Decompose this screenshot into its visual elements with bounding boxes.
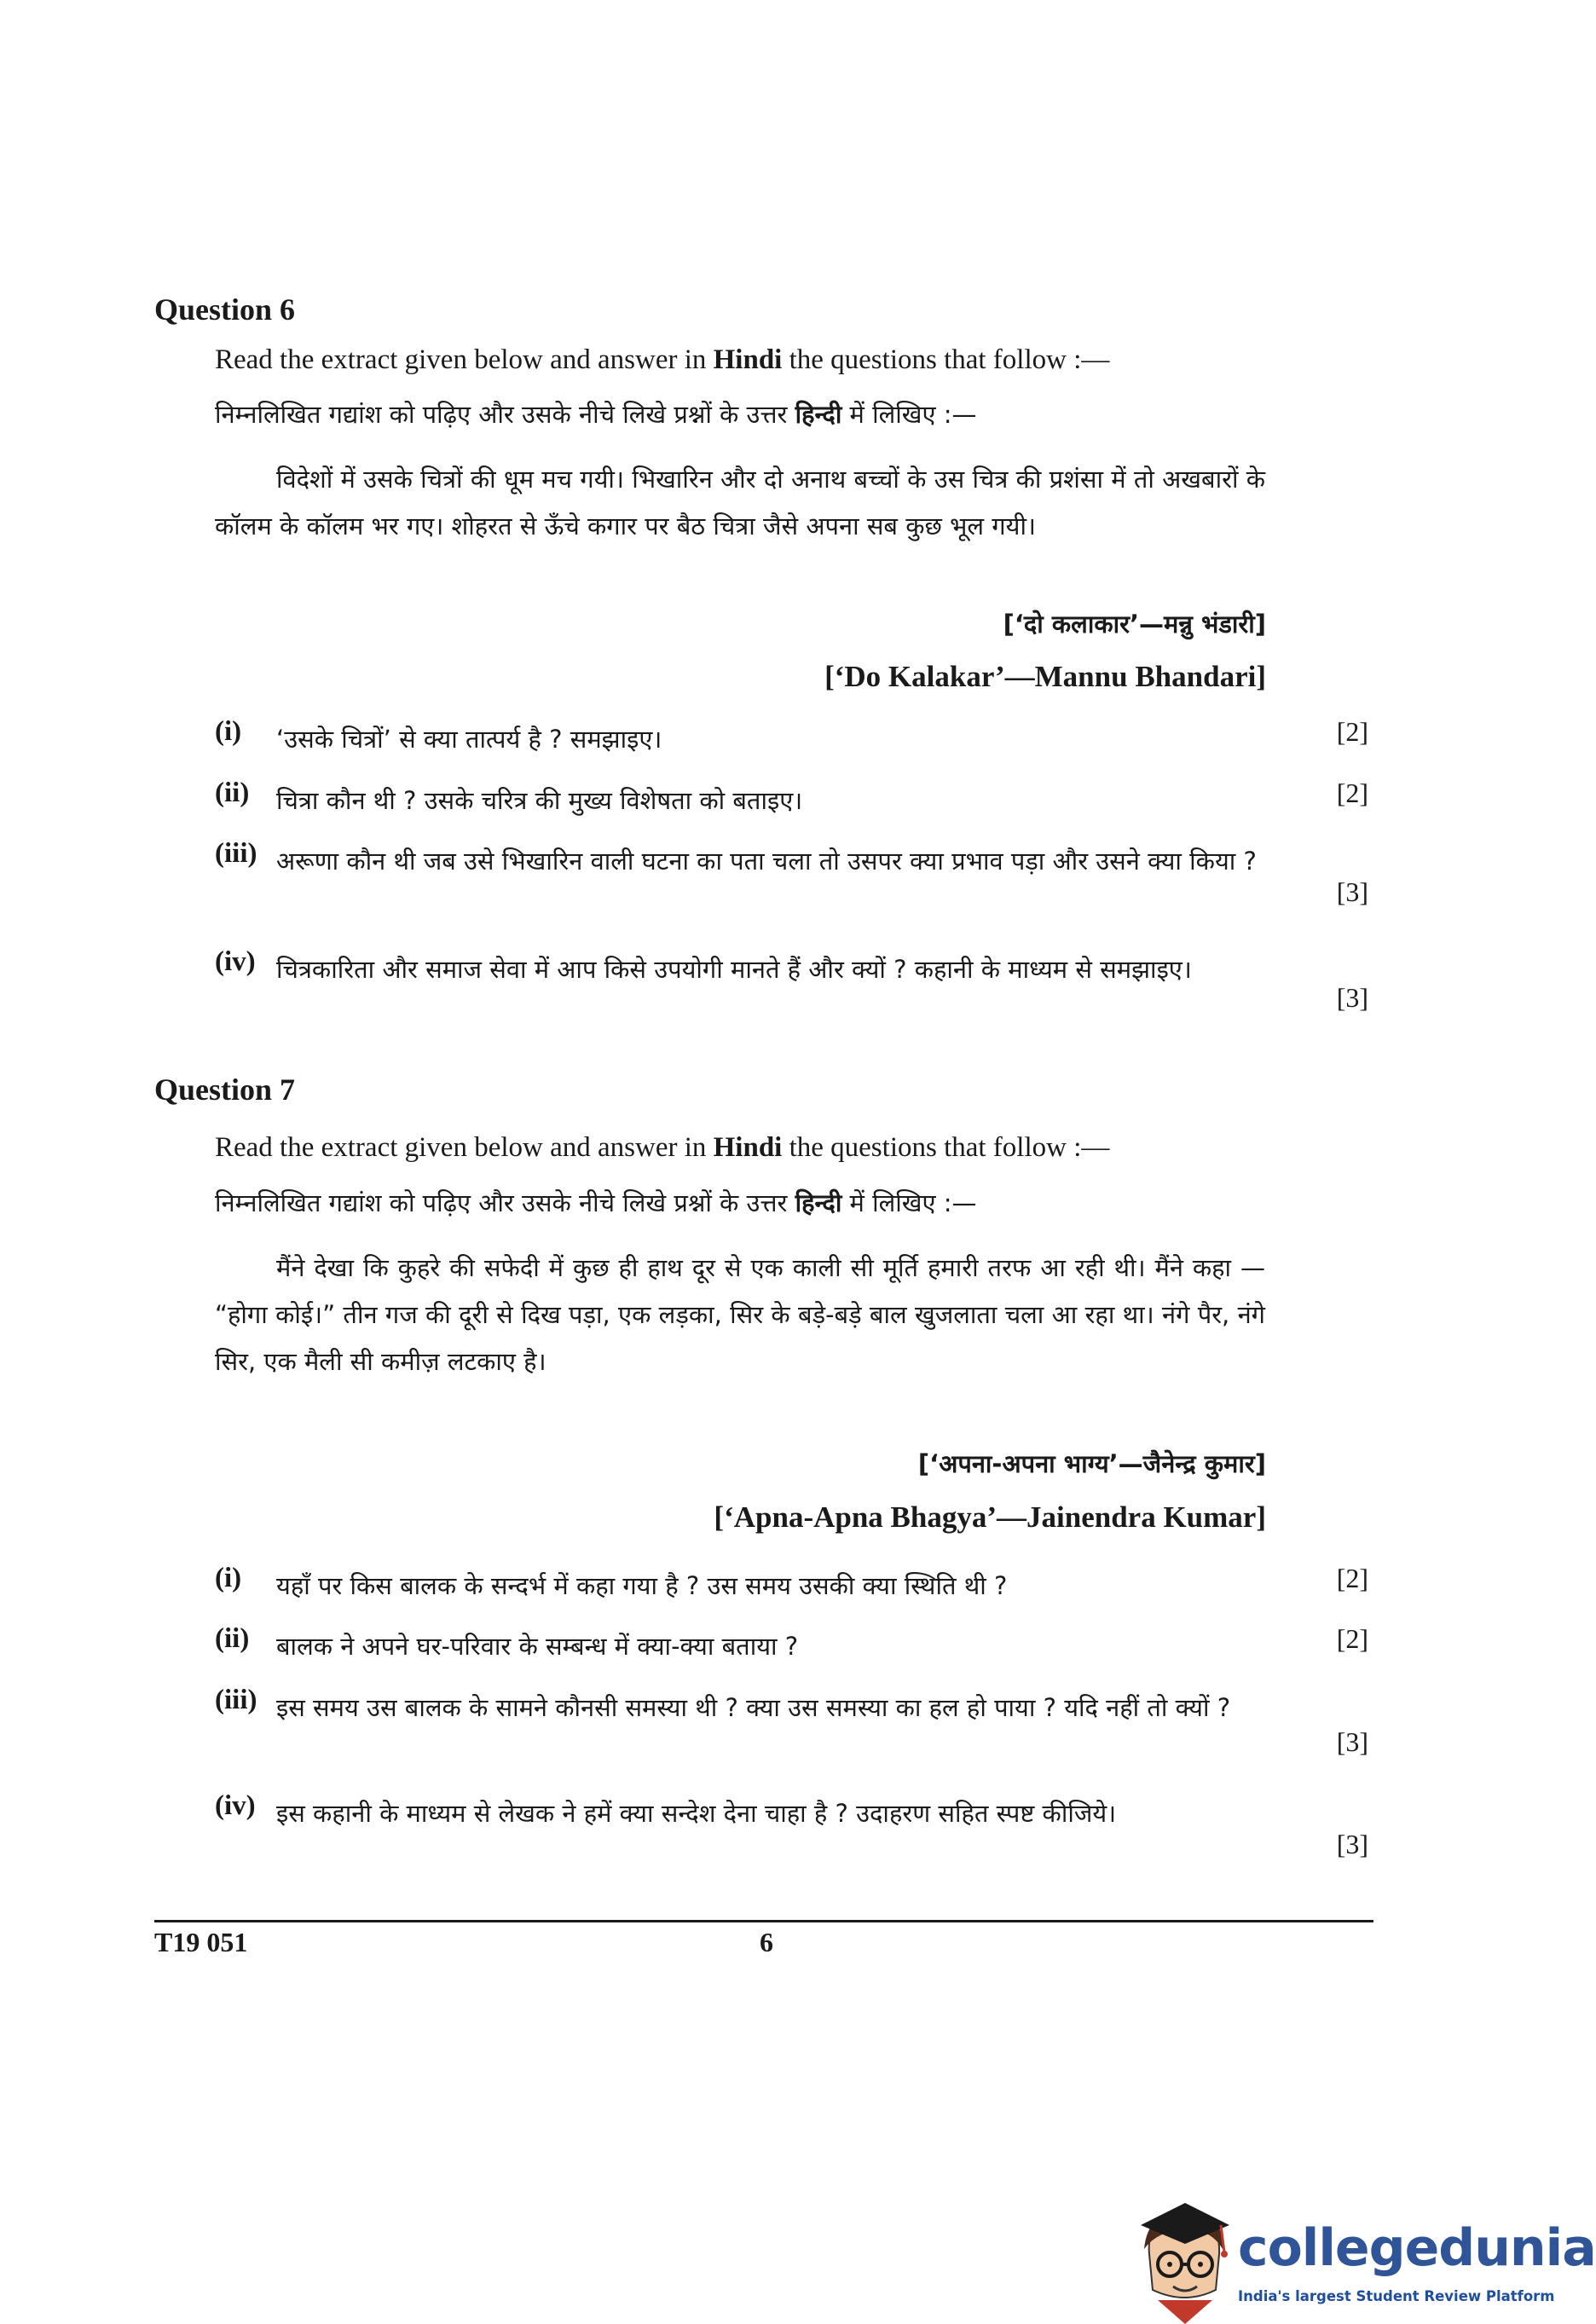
- q6-instruction-hi: [215, 397, 977, 431]
- q6-item-marks: [2]: [1336, 716, 1368, 747]
- q7-item-text: यहाँ पर किस बालक के सन्दर्भ में कहा गया है ? उस समय उसकी क्या स्थिति थी ?: [276, 1571, 1008, 1600]
- q6-source-hindi: [‘दो कलाकार’—मन्नु भंडारी]: [1003, 610, 1266, 639]
- q6-item-text: चित्रकारिता और समाज सेवा में आप किसे उपयोगी मानते हैं और क्यों ? कहानी के माध्यम से समझाइए।: [276, 955, 1192, 984]
- q6-item-number: (ii): [215, 778, 250, 808]
- q7-instr-pre: Read the extract given below and answer in: [215, 1132, 714, 1163]
- q6-instr-post: the questions that follow :—: [782, 344, 1110, 375]
- q7-item-text: इस समय उस बालक के सामने कौनसी समस्या थी ? क्या उस समस्या का हल हो पाया ? यदि नहीं तो क्यों ?: [276, 1693, 1231, 1722]
- student-mascot-icon: [1132, 2200, 1236, 2324]
- q6-hindi-pre: निम्नलिखित गद्यांश को पढ़िए और उसके नीचे लिखे प्रश्नों के उत्तर: [215, 400, 795, 429]
- q7-instruction-en: [215, 1132, 1109, 1164]
- q6-item-text: ‘उसके चित्रों’ से क्या तात्पर्य है ? समझाइए।: [276, 725, 662, 754]
- question-6-heading: Question 6: [154, 292, 296, 327]
- paper-code: T19 051: [154, 1927, 248, 1957]
- q7-hindi-pre: निम्नलिखित गद्यांश को पढ़िए और उसके नीचे लिखे प्रश्नों के उत्तर: [215, 1188, 795, 1217]
- q7-instr-bold: Hindi: [713, 1132, 783, 1163]
- q7-source-english: [‘Apna-Apna Bhagya’—Jainendra Kumar]: [714, 1500, 1266, 1534]
- collegedunia-logo: [1125, 2191, 1596, 2324]
- question-7-heading: Question 7: [154, 1072, 296, 1107]
- q7-instr-post: the questions that follow :—: [782, 1132, 1110, 1163]
- q6-item-marks: [3]: [1336, 876, 1368, 907]
- q6-subquestion: [215, 838, 1265, 885]
- q6-item-number: (i): [215, 716, 242, 747]
- q6-item-text: चित्रा कौन थी ? उसके चरित्र की मुख्य विशेषता को बताइए।: [276, 786, 803, 815]
- q6-hindi-post: में लिखिए :—: [841, 400, 977, 429]
- q7-item-number: (iv): [215, 1790, 256, 1821]
- q6-subquestion: [215, 778, 1265, 824]
- q7-subquestion: [215, 1685, 1265, 1731]
- q6-item-marks: [3]: [1336, 982, 1368, 1013]
- footer-rule: [154, 1920, 1373, 1922]
- q6-hindi-bold: हिन्दी: [795, 400, 842, 429]
- q6-item-number: (iv): [215, 946, 256, 977]
- q7-hindi-bold: हिन्दी: [795, 1188, 842, 1217]
- q7-passage: मैंने देखा कि कुहरे की सफेदी में कुछ ही हाथ दूर से एक काली सी मूर्ति हमारी तरफ आ रही थी। मैंने कहा — “होगा कोई।” तीन गज की दूरी से दिख पड़ा, एक लड़का, सिर के बड़े-बड़े बाल खुजलाता चला आ रहा था। नंगे पैर, नंगे सिर, एक मैली सी कमीज़ लटकाए है।: [215, 1253, 1265, 1376]
- q7-item-marks: [2]: [1336, 1563, 1368, 1593]
- q7-item-number: (i): [215, 1563, 242, 1593]
- q7-item-number: (iii): [215, 1685, 257, 1715]
- q6-item-text: अरूणा कौन थी जब उसे भिखारिन वाली घटना का पता चला तो उसपर क्या प्रभाव पड़ा और उसने क्या किया ?: [276, 847, 1257, 876]
- q7-instruction-hi: [215, 1186, 977, 1219]
- q7-item-text: बालक ने अपने घर-परिवार के सम्बन्ध में क्या-क्या बताया ?: [276, 1632, 799, 1661]
- page-number: 6: [760, 1927, 773, 1957]
- q7-subquestion: [215, 1563, 1265, 1610]
- q7-hindi-post: में लिखिए :—: [841, 1188, 977, 1217]
- q7-item-marks: [2]: [1336, 1623, 1368, 1654]
- q7-subquestion: [215, 1790, 1265, 1837]
- q6-instruction-en: [215, 344, 1109, 376]
- q7-source-hindi: [‘अपना-अपना भाग्य’—जैनेन्द्र कुमार]: [917, 1449, 1266, 1478]
- logo-wordmark: [1238, 2218, 1596, 2278]
- logo-tagline: India's largest Student Review Platform: [1238, 2288, 1555, 2304]
- q6-item-number: (iii): [215, 838, 257, 869]
- q6-subquestion: [215, 716, 1265, 763]
- q6-passage: विदेशों में उसके चित्रों की धूम मच गयी। भिखारिन और दो अनाथ बच्चों के उस चित्र की प्रशंसा में तो अखबारों के कॉलम के कॉलम भर गए। शोहरत से ऊँचे कगार पर बैठ चित्रा जैसे अपना सब कुछ भूल गयी।: [215, 465, 1265, 541]
- q7-item-number: (ii): [215, 1623, 250, 1654]
- q6-item-marks: [2]: [1336, 778, 1368, 808]
- q6-source-english: [‘Do Kalakar’—Mannu Bhandari]: [824, 660, 1266, 693]
- q6-instr-bold: Hindi: [713, 344, 783, 375]
- logo-word: collegedunia: [1238, 2218, 1596, 2278]
- q7-item-marks: [3]: [1336, 1726, 1368, 1757]
- q6-subquestion: [215, 946, 1265, 993]
- q6-instr-pre: Read the extract given below and answer in: [215, 344, 714, 375]
- q7-subquestion: [215, 1623, 1265, 1670]
- q7-item-text: इस कहानी के माध्यम से लेखक ने हमें क्या सन्देश देना चाहा है ? उदाहरण सहित स्पष्ट कीजिये।: [276, 1799, 1117, 1828]
- q7-item-marks: [3]: [1336, 1829, 1368, 1859]
